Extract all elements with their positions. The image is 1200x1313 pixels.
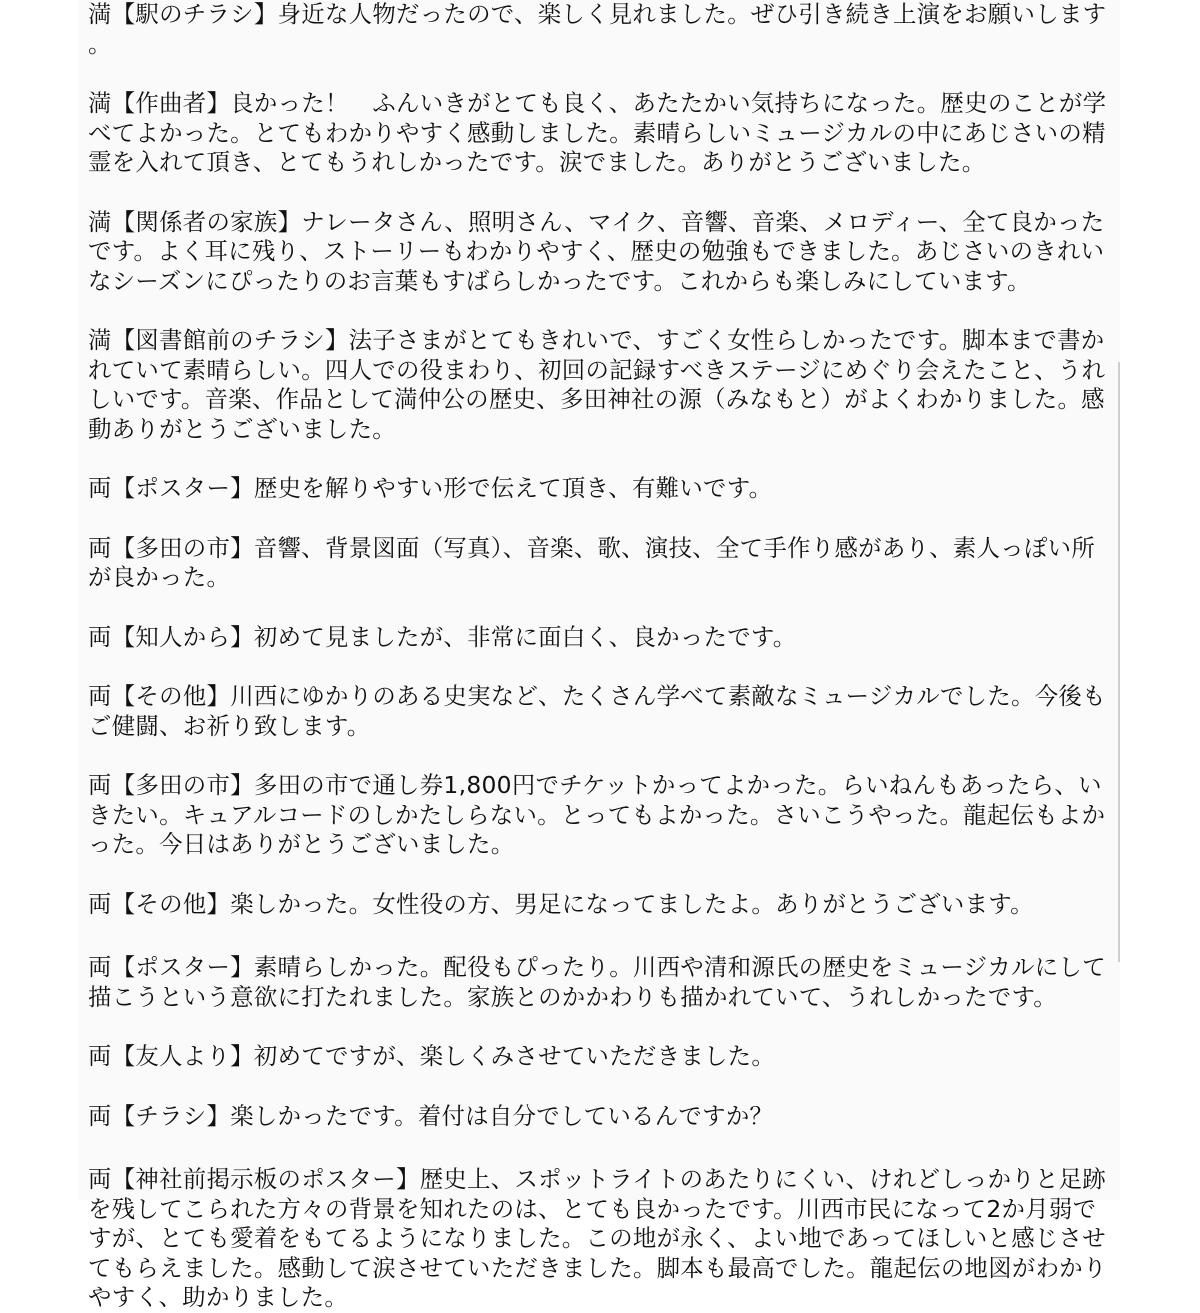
comment-text: 初めてですが、楽しくみさせていただきました。	[253, 1042, 776, 1070]
spacer	[88, 1131, 1113, 1165]
comment-entry: 両【その他】楽しかった。女性役の方、男足になってましたよ。ありがとうございます。	[88, 889, 1034, 918]
spacer	[88, 741, 1113, 771]
comment-text: 歴史上、スポットライトのあたりにくい、けれどしっかりと足跡を残してこられた方々の背景を知れたのは、とても良かったです。川西市民になって2か月弱ですが、とても愛着をもてるようになりました。この地が永く、よい地であってほしいと感じさせてもらえました。感動して涙させていただきました。脚本も最高でした。龍起伝の地図がわかりやすく、助かりました。	[88, 1165, 1107, 1311]
spacer	[88, 59, 1113, 89]
comment-entry: 満【図書館前のチラシ】法子さまがとてもきれいで、すごく女性らしかったです。脚本まで書かれていて素晴らしい。四人での役まわり、初回の記録すべきステージにめぐり会えたこと、うれしいです。音楽、作品として満仲公の歴史、多田神社の源（みなもと）がよくわかりました。感動ありがとうございました。	[88, 326, 1106, 443]
comment-text: 川西にゆかりのある史実など、たくさん学べて素敵なミュージカルでした。今後もご健闘、お祈り致します。	[88, 682, 1106, 740]
spacer	[88, 593, 1113, 623]
comment-entry: 両【ポスター】素晴らしかった。配役もぴったり。川西や清和源氏の歴史をミュージカルにして描こうという意欲に打たれました。家族とのかかわりも描かれていて、うれしかったです。	[88, 953, 1106, 1011]
comment-text: 身近な人物だったので、楽しく見れました。ぜひ引き続き上演をお願いします。	[88, 0, 1107, 58]
source-label: チラシ	[135, 1101, 207, 1130]
comment-text: 良かった！ ふんいきがとても良く、あたたかい気持ちになった。歴史のことが学べてよかった。とてもわかりやすく感動しました。素晴らしいミュージカルの中にあじさいの精霊を入れて頂き、とてもうれしかったです。涙でました。ありがとうございました。	[88, 89, 1107, 176]
source-label: ポスター	[135, 474, 231, 502]
spacer	[88, 652, 1113, 682]
source-label: 作曲者	[135, 89, 207, 117]
rating-mark: 両	[88, 771, 112, 799]
scroll-rule	[1118, 362, 1120, 962]
rating-mark: 両	[88, 1165, 112, 1193]
comment-entry: 両【神社前掲示板のポスター】歴史上、スポットライトのあたりにくい、けれどしっかりと足跡を残してこられた方々の背景を知れたのは、とても良かったです。川西市民になって2か月弱ですが、とても愛着をもてるようになりました。この地が永く、よい地であってほしいと感じさせてもらえました。感動して涙させていただきました。脚本も最高でした。龍起伝の地図がわかりやすく、助かりました。	[88, 1165, 1107, 1311]
spacer	[88, 504, 1113, 534]
rating-mark: 両	[88, 622, 112, 651]
comment-entry: 両【知人から】初めて見ましたが、非常に面白く、良かったです。	[88, 622, 797, 651]
source-label: 図書館前のチラシ	[135, 326, 325, 354]
source-label: 関係者の家族	[135, 207, 278, 236]
comment-entry: 満【作曲者】良かった！ ふんいきがとても良く、あたたかい気持ちになった。歴史のことが学べてよかった。とてもわかりやすく感動しました。素晴らしいミュージカルの中にあじさいの精霊を入れて頂き、とてもうれしかったです。涙でました。ありがとうございました。	[88, 89, 1107, 176]
source-label: 多田の市	[135, 771, 231, 799]
source-label: 友人より	[135, 1042, 231, 1070]
source-label: その他	[135, 889, 207, 918]
comment-text: 楽しかったです。着付は自分でしているんですか？	[230, 1101, 774, 1130]
comment-text: 多田の市で通し券1,800円でチケットかってよかった。らいねんもあったら、いきたい。キュアルコードのしかたしらない。とってもよかった。さいこうやった。龍起伝もよかった。今日はありがとうございました。	[88, 771, 1106, 858]
rating-mark: 両	[88, 1101, 112, 1130]
spacer	[88, 1072, 1113, 1102]
rating-mark: 両	[88, 533, 112, 562]
spacer	[88, 444, 1113, 474]
comment-text: 初めて見ましたが、非常に面白く、良かったです。	[253, 622, 797, 651]
source-label: 多田の市	[135, 533, 231, 562]
rating-mark: 両	[88, 889, 112, 918]
comment-entry: 両【多田の市】音響、背景図面（写真）、音楽、歌、演技、全て手作り感があり、素人っぽい所が良かった。	[88, 533, 1096, 591]
comment-text: 歴史を解りやすい形で伝えて頂き、有難いです。	[253, 474, 773, 502]
rating-mark: 満	[88, 0, 112, 28]
spacer	[88, 860, 1113, 890]
comment-entry: 満【関係者の家族】ナレータさん、照明さん、マイク、音響、音楽、メロディー、全て良かったです。よく耳に残り、ストーリーもわかりやすく、歴史の勉強もできました。あじさいのきれいなシーズンにぴったりのお言葉もすばらしかったです。これからも楽しみにしています。	[88, 207, 1105, 295]
rating-mark: 満	[88, 326, 112, 354]
spacer	[88, 919, 1113, 953]
source-label: 神社前掲示板のポスター	[135, 1165, 397, 1193]
comment-text: 法子さまがとてもきれいで、すごく女性らしかったです。脚本まで書かれていて素晴らしい。四人での役まわり、初回の記録すべきステージにめぐり会えたこと、うれしいです。音楽、作品として満仲公の歴史、多田神社の源（みなもと）がよくわかりました。感動ありがとうございました。	[88, 326, 1106, 443]
rating-mark: 満	[88, 89, 112, 117]
spacer	[88, 296, 1113, 326]
spacer	[88, 1012, 1113, 1042]
comment-entry: 両【ポスター】歴史を解りやすい形で伝えて頂き、有難いです。	[88, 474, 773, 502]
rating-mark: 両	[88, 953, 112, 981]
source-label: 知人から	[135, 622, 231, 651]
comment-text: 楽しかった。女性役の方、男足になってましたよ。ありがとうございます。	[230, 889, 1034, 918]
comment-entry: 両【多田の市】多田の市で通し券1,800円でチケットかってよかった。らいねんもあったら、いきたい。キュアルコードのしかたしらない。とってもよかった。さいこうやった。龍起伝もよかった。今日はありがとうございました。	[88, 771, 1106, 858]
rating-mark: 両	[88, 474, 112, 502]
rating-mark: 両	[88, 682, 112, 710]
rating-mark: 満	[88, 207, 112, 236]
comment-list	[88, 0, 1113, 1313]
rating-mark: 両	[88, 1042, 112, 1070]
comment-text: 音響、背景図面（写真）、音楽、歌、演技、全て手作り感があり、素人っぽい所が良かった。	[88, 533, 1096, 591]
comment-text: ナレータさん、照明さん、マイク、音響、音楽、メロディー、全て良かったです。よく耳に残り、ストーリーもわかりやすく、歴史の勉強もできました。あじさいのきれいなシーズンにぴったりのお言葉もすばらしかったです。これからも楽しみにしています。	[88, 207, 1105, 295]
comment-text: 素晴らしかった。配役もぴったり。川西や清和源氏の歴史をミュージカルにして描こうという意欲に打たれました。家族とのかかわりも描かれていて、うれしかったです。	[88, 953, 1106, 1011]
source-label: ポスター	[135, 953, 231, 981]
comment-entry: 両【チラシ】楽しかったです。着付は自分でしているんですか？	[88, 1101, 774, 1130]
source-label: 駅のチラシ	[135, 0, 254, 28]
spacer	[88, 178, 1113, 208]
comment-entry: 両【友人より】初めてですが、楽しくみさせていただきました。	[88, 1042, 776, 1070]
source-label: その他	[135, 682, 207, 710]
comment-entry: 満【駅のチラシ】身近な人物だったので、楽しく見れました。ぜひ引き続き上演をお願いします。	[88, 0, 1107, 58]
comment-entry: 両【その他】川西にゆかりのある史実など、たくさん学べて素敵なミュージカルでした。今後もご健闘、お祈り致します。	[88, 682, 1106, 740]
